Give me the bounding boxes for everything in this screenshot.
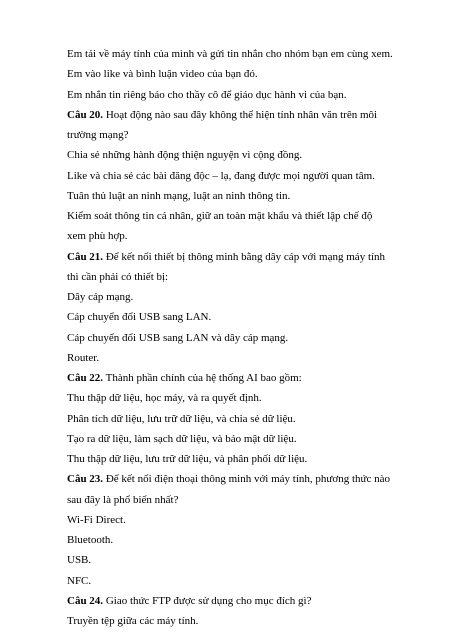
question-number: Câu 23.: [67, 473, 104, 486]
question-line: [67, 473, 397, 506]
answer-line: [67, 615, 397, 628]
question-line: [67, 372, 397, 385]
line-text: USB.: [67, 554, 92, 567]
line-text: Phân tích dữ liệu, lưu trữ dữ liệu, và chia sẻ dữ liệu.: [67, 412, 296, 425]
answer-line: [67, 413, 397, 426]
line-text: Dây cáp mạng.: [67, 291, 134, 303]
question-line: [67, 595, 397, 608]
answer-line: [67, 453, 397, 466]
line-text: Thành phần chính của hệ thống AI bao gồm:: [103, 372, 302, 384]
answer-line: [67, 48, 397, 61]
line-text: Chia sẻ những hành động thiện nguyện vì cộng đồng.: [67, 149, 303, 162]
line-continuation: sau đây là phổ biến nhất?: [67, 493, 179, 506]
answer-line: [67, 433, 397, 446]
question-number: Câu 20.: [67, 108, 104, 121]
line-text: Em nhắn tin riêng báo cho thầy cô để giáo dục hành vi của bạn.: [67, 88, 347, 101]
answer-line: [67, 68, 397, 81]
line-text: Truyền tệp giữa các máy tính.: [67, 615, 199, 627]
answer-line: [67, 190, 397, 203]
line-text: Tuân thủ luật an ninh mạng, luật an ninh thông tin.: [67, 189, 291, 202]
answer-line: [67, 554, 397, 567]
line-text: Em tải về máy tính của mình và gửi tin nhắn cho nhóm bạn em cùng xem.: [67, 48, 393, 60]
answer-line: [67, 575, 397, 588]
answer-line: [67, 311, 397, 324]
line-text: Để kết nối thiết bị thông minh bằng dây cáp với mạng máy tính: [103, 250, 386, 263]
line-text: Bluetooth.: [67, 534, 114, 546]
answer-line: [67, 89, 397, 102]
answer-line: [67, 534, 397, 547]
line-text: Để kết nối điện thoại thông minh với máy tính, phương thức nào: [103, 473, 390, 486]
answer-line: [67, 392, 397, 405]
line-text: Hoạt động nào sau đây không thể hiện tính nhân văn trên môi: [103, 108, 378, 121]
question-number: Câu 22.: [67, 372, 104, 384]
line-text: Tạo ra dữ liệu, làm sạch dữ liệu, và bảo mật dữ liệu.: [67, 432, 297, 445]
answer-line: [67, 291, 397, 304]
line-text: Cáp chuyển đổi USB sang LAN.: [67, 311, 212, 324]
answer-line: [67, 332, 397, 345]
line-text: Thu thập dữ liệu, lưu trữ dữ liệu, và phân phối dữ liệu.: [67, 453, 308, 465]
line-continuation: xem phù hợp.: [67, 230, 128, 243]
answer-line: [67, 170, 397, 183]
question-line: [67, 109, 397, 142]
line-text: Router.: [67, 351, 100, 364]
answer-line: [67, 210, 397, 243]
line-text: Thu thập dữ liệu, học máy, và ra quyết định.: [67, 392, 262, 405]
line-continuation: trường mạng?: [67, 129, 129, 141]
line-text: NFC.: [67, 574, 92, 587]
line-continuation: thì cần phải có thiết bị:: [67, 270, 169, 283]
line-text: Giao thức FTP được sử dụng cho mục đích gì?: [103, 594, 312, 607]
answer-line: [67, 514, 397, 527]
answer-line: [67, 352, 397, 365]
line-text: Like và chia sẻ các bài đăng độc – lạ, đang được mọi người quan tâm.: [67, 169, 375, 182]
line-text: Em vào like và bình luận video của bạn đó.: [67, 68, 258, 81]
question-number: Câu 21.: [67, 250, 104, 263]
line-text: Wi-Fi Direct.: [67, 513, 126, 526]
line-text: Kiểm soát thông tin cá nhân, giữ an toàn mật khẩu và thiết lập chế độ: [67, 210, 373, 222]
document-body: [67, 48, 397, 635]
line-text: Cáp chuyển đổi USB sang LAN và dây cáp mạng.: [67, 331, 289, 344]
answer-line: [67, 149, 397, 162]
question-line: [67, 251, 397, 284]
question-number: Câu 24.: [67, 594, 104, 607]
